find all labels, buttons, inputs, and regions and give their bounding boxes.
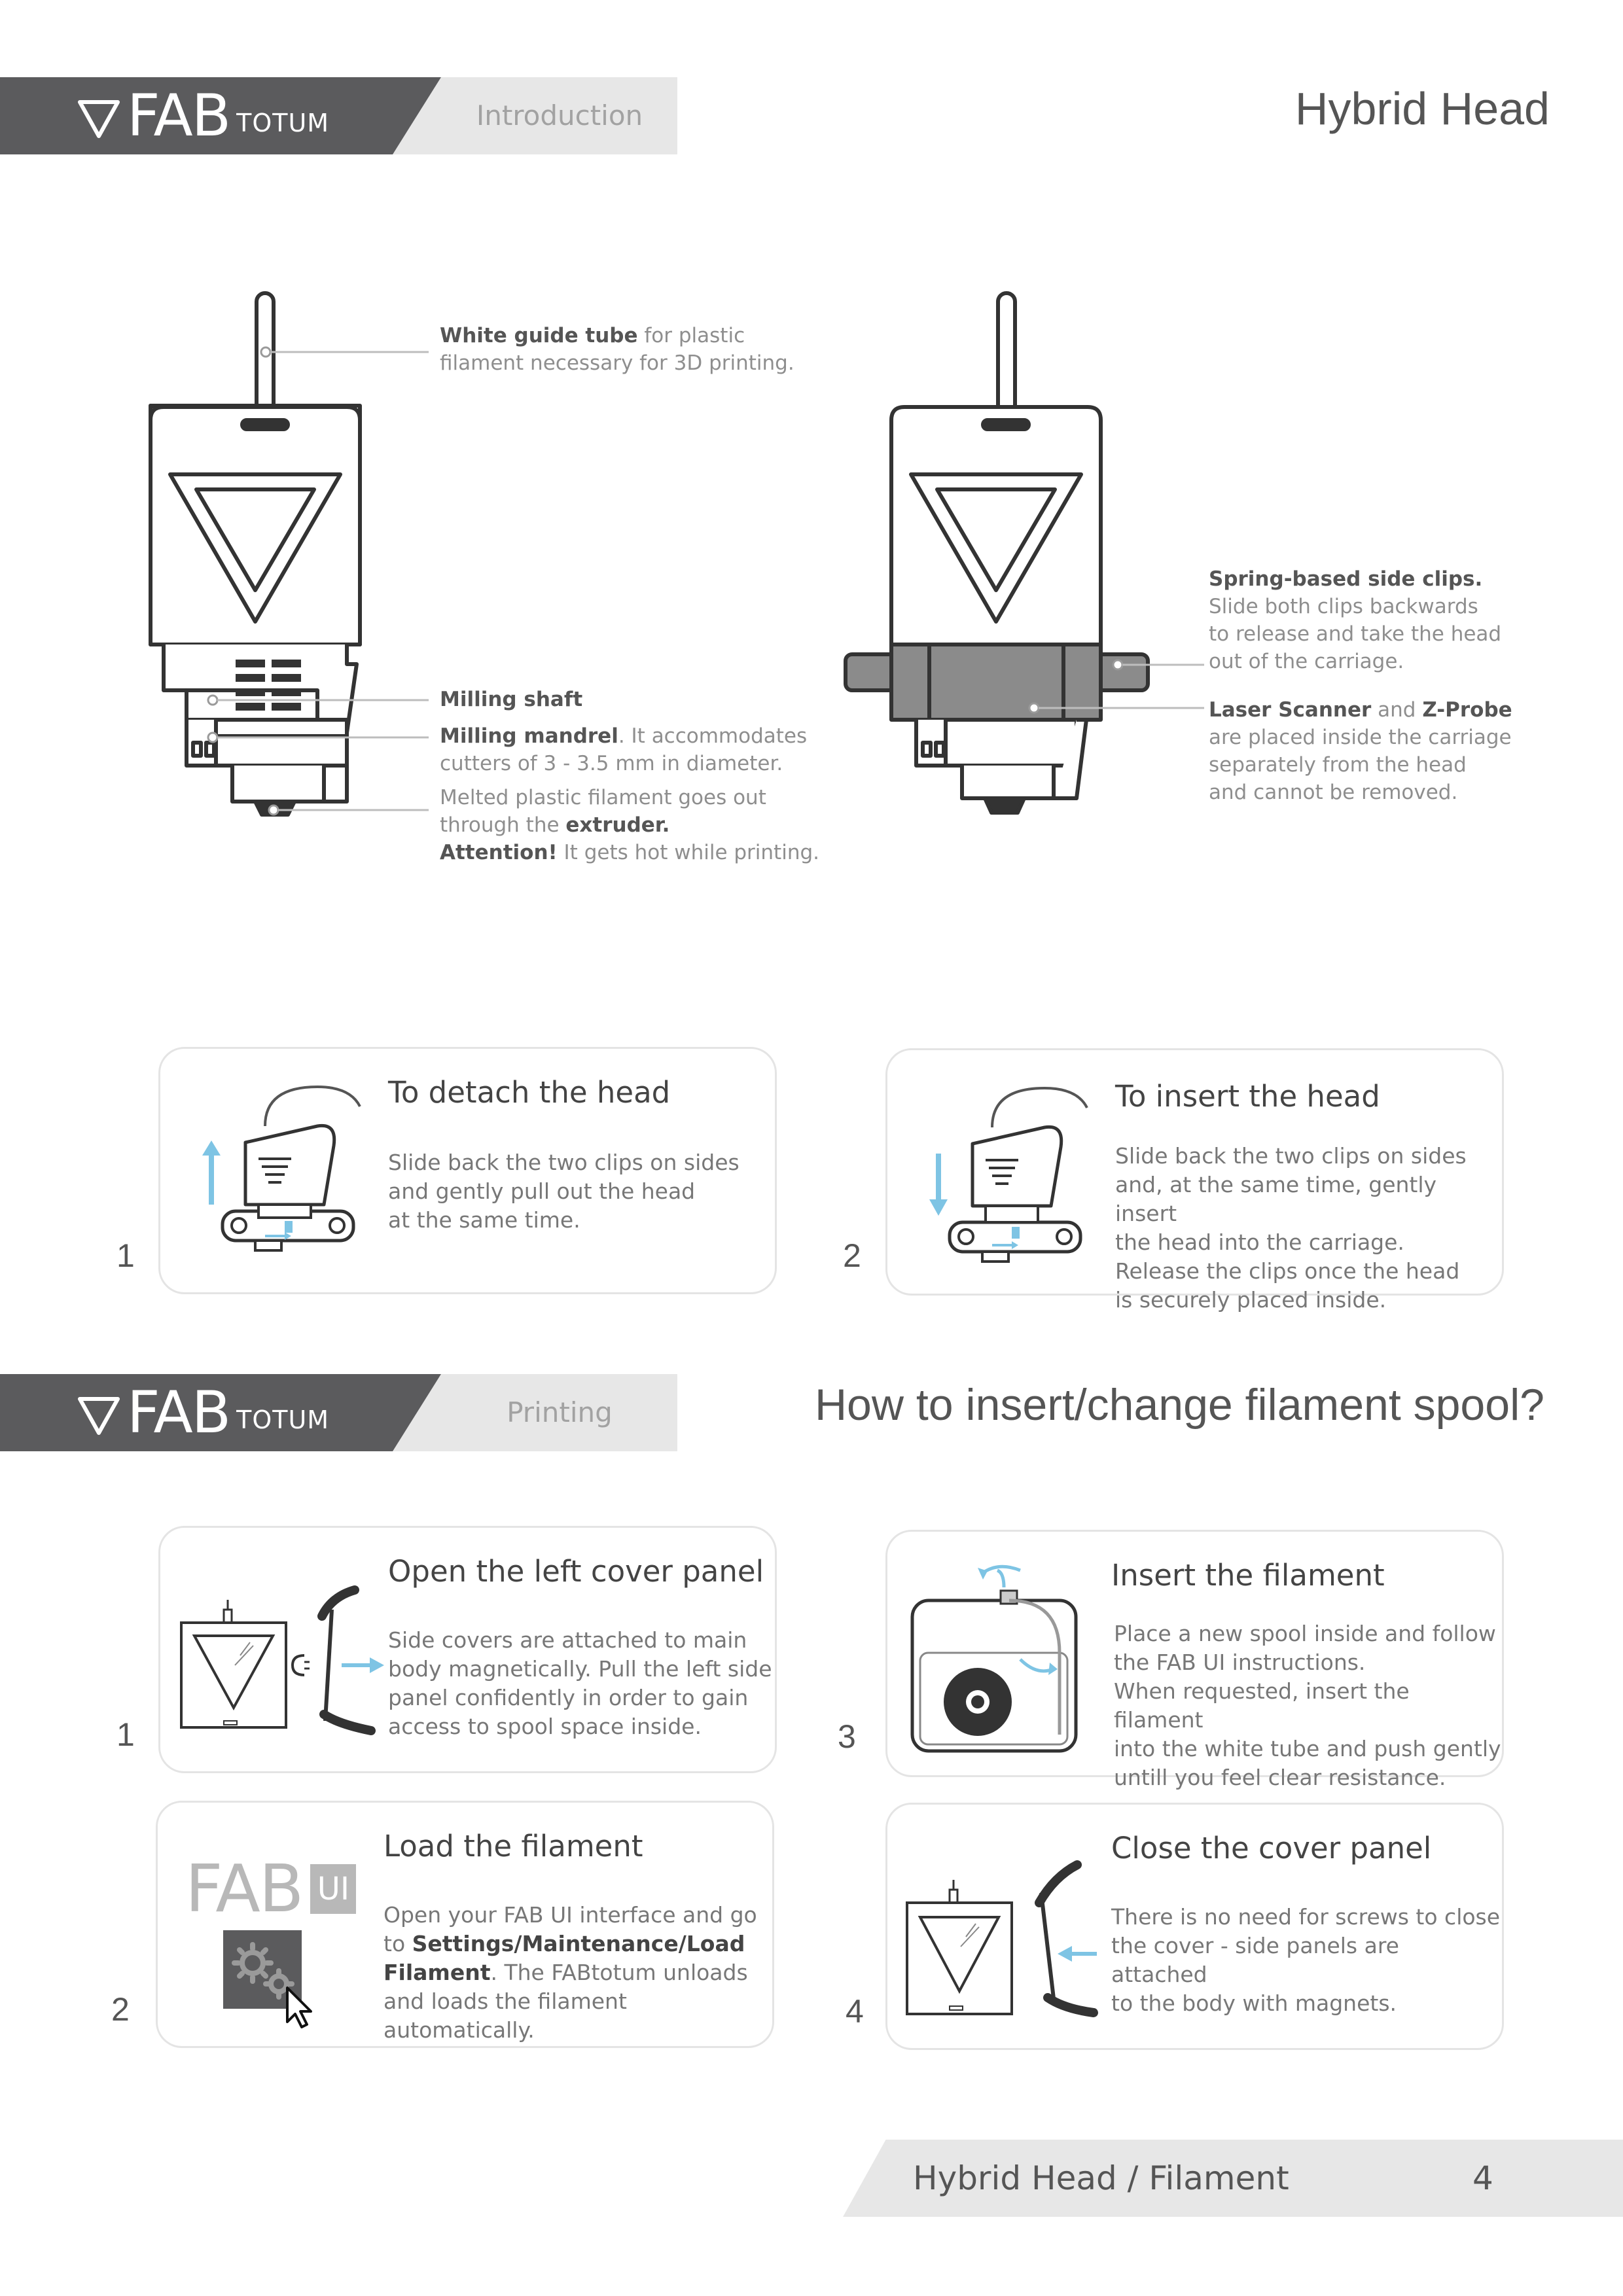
head-carriage-illustration xyxy=(846,293,1148,813)
logo-totum-text: TOTUM xyxy=(236,1405,330,1434)
step-title: Open the left cover panel xyxy=(388,1554,764,1589)
step-number: 1 xyxy=(116,1237,135,1274)
callout-milling-shaft: Milling shaft xyxy=(440,688,583,711)
fabtotum-logo xyxy=(77,82,330,149)
callout-laser-scanner: Laser Scanner and Z-Probe are placed inside the carriage separately from the head and cannot be removed. xyxy=(1209,698,1512,804)
fab-ui-logo xyxy=(185,1850,356,1927)
step-description: Side covers are attached to main body magnetically. Pull the left side panel confidently in order to gain access to spool space inside. xyxy=(388,1627,772,1739)
settings-gear-icon xyxy=(223,1930,321,2028)
page-title: Hybrid Head xyxy=(1294,83,1550,134)
step-number: 2 xyxy=(111,1991,130,2028)
insert-head-icon xyxy=(914,1082,1103,1271)
step-number: 3 xyxy=(838,1718,856,1755)
step-description: Slide back the two clips on sides and gently pull out the head at the same time. xyxy=(388,1150,740,1233)
fab-ui-logo-text: FAB xyxy=(185,1850,303,1927)
step-title: Close the cover panel xyxy=(1111,1831,1432,1865)
step-title: To detach the head xyxy=(388,1075,671,1110)
section-label: Printing xyxy=(507,1396,613,1428)
step-card-insert-head xyxy=(885,1048,1504,1313)
close-cover-icon xyxy=(901,1857,1110,2040)
triangle-logo-icon xyxy=(77,99,120,139)
hybrid-head-illustration xyxy=(151,293,360,815)
callout-milling-mandrel: Milling mandrel. It accommodates cutters of 3 - 3.5 mm in diameter. xyxy=(440,724,808,775)
step-card-load-filament xyxy=(156,1801,774,2048)
open-cover-icon xyxy=(175,1583,384,1754)
step-title: Insert the filament xyxy=(1111,1558,1385,1593)
fab-ui-logo-badge: UI xyxy=(310,1864,356,1914)
logo-fab-text: FAB xyxy=(127,82,230,149)
callout-extruder: Melted plastic filament goes out through the extruder. Attention! It gets hot while printing. xyxy=(440,786,820,864)
fabtotum-logo xyxy=(77,1379,330,1446)
insert-filament-icon xyxy=(906,1561,1102,1757)
header-bar-introduction xyxy=(0,77,677,154)
step-card-detach-head xyxy=(158,1047,777,1294)
page-number: 4 xyxy=(1472,2159,1493,2197)
section-label: Introduction xyxy=(476,99,643,132)
section-title: How to insert/change filament spool? xyxy=(814,1380,1544,1430)
step-description: Slide back the two clips on sides and, at the same time, gently insert the head into the carriage. Release the clips once the head is securely placed inside. xyxy=(1115,1143,1467,1313)
logo-fab-text: FAB xyxy=(127,1379,230,1446)
step-description: There is no need for screws to close the cover - side panels are attached to the body with magnets. xyxy=(1111,1904,1501,2016)
step-description: Open your FAB UI interface and go to Settings/Maintenance/Load Filament. The FABtotum unloads and loads the filament automatically. xyxy=(383,1902,757,2043)
callout-side-clips: Spring-based side clips. Slide both clips backwards to release and take the head out of the carriage. xyxy=(1209,567,1502,673)
detach-head-icon xyxy=(187,1080,376,1270)
step-card-close-cover xyxy=(885,1803,1504,2050)
callout-guide-tube: White guide tube for plastic filament necessary for 3D printing. xyxy=(440,324,794,375)
step-number: 2 xyxy=(843,1237,861,1274)
callout-guide-tube-bold: White guide tube xyxy=(440,324,638,347)
step-number: 1 xyxy=(116,1716,135,1753)
triangle-logo-icon xyxy=(77,1396,120,1436)
step-title: Load the filament xyxy=(383,1829,643,1863)
footer-title: Hybrid Head / Filament xyxy=(913,2159,1289,2197)
step-card-open-cover xyxy=(158,1526,777,1773)
step-title: To insert the head xyxy=(1115,1079,1380,1114)
logo-totum-text: TOTUM xyxy=(236,109,330,137)
step-card-insert-filament xyxy=(885,1530,1504,1790)
step-number: 4 xyxy=(846,1993,864,2030)
header-bar-printing xyxy=(0,1374,677,1451)
step-description: Place a new spool inside and follow the FAB UI instructions. When requested, insert the filament into the white tube and push gently untill you feel clear resistance. xyxy=(1114,1621,1501,1790)
